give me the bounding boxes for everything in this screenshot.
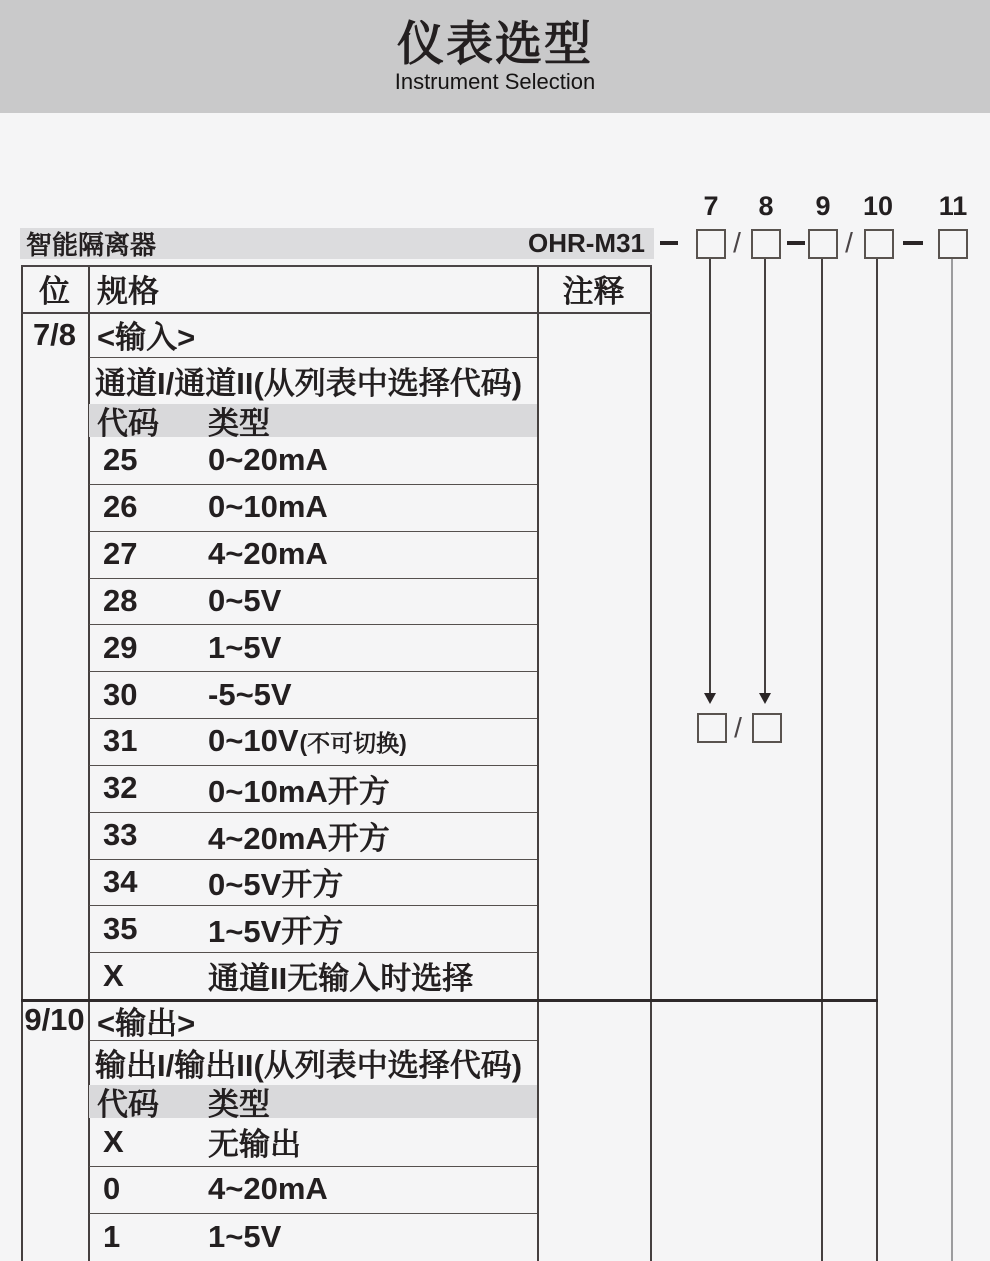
code-type: 0~10mA [208, 489, 328, 525]
code-row [88, 624, 537, 671]
type-header: 类型 [208, 406, 270, 441]
code-box-11 [938, 229, 968, 259]
code-type: 0~5V [208, 582, 282, 618]
code-box-8 [751, 229, 781, 259]
code-type-note: (不可切换) [299, 729, 407, 756]
code-row [88, 905, 537, 952]
code-header: 代码 [97, 1087, 159, 1122]
selector-line-7 [709, 259, 711, 694]
slash-separator: / [845, 227, 853, 258]
code-row [88, 437, 537, 484]
code-value: 30 [103, 676, 138, 712]
code-type: 1~5V [208, 629, 282, 665]
code-type: 4~20mA [208, 536, 328, 572]
page-subtitle: Instrument Selection [394, 69, 596, 94]
code-value: 34 [103, 863, 138, 899]
code-row [88, 578, 537, 625]
group-title: <输出> [97, 1005, 196, 1041]
model-code: OHR-M31 [527, 228, 645, 258]
code-value: 27 [103, 536, 138, 572]
code-type: 0~20mA [208, 442, 328, 478]
list-hint: 通道I/通道II(从列表中选择代码) [95, 366, 523, 401]
slash-separator: / [734, 712, 742, 743]
code-type: 4~20mA开方 [208, 820, 390, 856]
code-type: 4~20mA [208, 1171, 328, 1207]
digit-label-9: 9 [815, 191, 831, 221]
code-value: 1 [103, 1218, 121, 1254]
digit-label-8: 8 [758, 191, 774, 221]
selector-line-10 [876, 259, 878, 1261]
code-type: 0~10mA开方 [208, 773, 390, 809]
code-type: 通道II无输入时选择 [208, 961, 474, 997]
code-row [88, 718, 537, 765]
code-header: 代码 [97, 406, 159, 441]
selector-line-8 [764, 259, 766, 694]
dash-separator [903, 241, 923, 245]
code-row [88, 859, 537, 906]
code-value: 26 [103, 489, 138, 525]
table-border-left [21, 265, 23, 1261]
digit-label-7: 7 [703, 191, 719, 221]
code-value: X [103, 1123, 124, 1159]
code-type: 0~10V (不可切换) [208, 723, 407, 759]
code-box-9 [808, 229, 838, 259]
channel-box-1 [697, 713, 727, 743]
type-header: 类型 [208, 1087, 270, 1122]
dash-separator [787, 241, 805, 245]
code-type: 1~5V [208, 1218, 282, 1254]
position-label: 9/10 [24, 1002, 85, 1037]
col-header-spec: 规格 [97, 274, 159, 309]
code-value: 35 [103, 910, 138, 946]
code-row [88, 1118, 537, 1166]
code-type: -5~5V [208, 676, 292, 712]
code-value: 0 [103, 1171, 121, 1207]
code-type: 无输出 [208, 1127, 301, 1163]
code-box-7 [696, 229, 726, 259]
code-type: 0~5V开方 [208, 867, 344, 903]
channel-box-2 [752, 713, 782, 743]
list-hint: 输出I/输出II(从列表中选择代码) [95, 1048, 523, 1083]
col-header-note: 注释 [562, 274, 625, 309]
code-value: 29 [103, 629, 138, 665]
code-value: 25 [103, 442, 138, 478]
dash-separator [660, 241, 678, 245]
code-row [88, 765, 537, 812]
product-name: 智能隔离器 [26, 230, 157, 260]
code-row [88, 1213, 537, 1261]
code-row [88, 952, 537, 999]
code-box-10 [864, 229, 894, 259]
col-header-position: 位 [39, 274, 70, 309]
code-value: 33 [103, 817, 138, 853]
code-row [88, 484, 537, 531]
code-value: 31 [103, 723, 138, 759]
model-title-bar [20, 228, 654, 259]
position-label: 7/8 [32, 316, 77, 352]
page-header-band [0, 0, 990, 113]
arrow-down-icon [759, 693, 771, 704]
selector-line-11 [951, 259, 953, 1261]
digit-label-10: 10 [862, 191, 894, 221]
col-divider-spec [537, 265, 539, 1261]
code-row [88, 1166, 537, 1214]
code-value: 32 [103, 770, 138, 806]
table-border-right [650, 265, 652, 1261]
digit-label-11: 11 [938, 191, 968, 221]
code-value: 28 [103, 582, 138, 618]
code-row [88, 531, 537, 578]
code-value: X [103, 957, 124, 993]
code-type: 1~5V开方 [208, 914, 344, 950]
code-row [88, 812, 537, 859]
slash-separator: / [733, 227, 741, 258]
code-row [88, 671, 537, 718]
page-title: 仪表选型 [397, 17, 593, 70]
arrow-down-icon [704, 693, 716, 704]
selector-line-9 [821, 259, 823, 1261]
group-title: <输入> [97, 320, 196, 355]
